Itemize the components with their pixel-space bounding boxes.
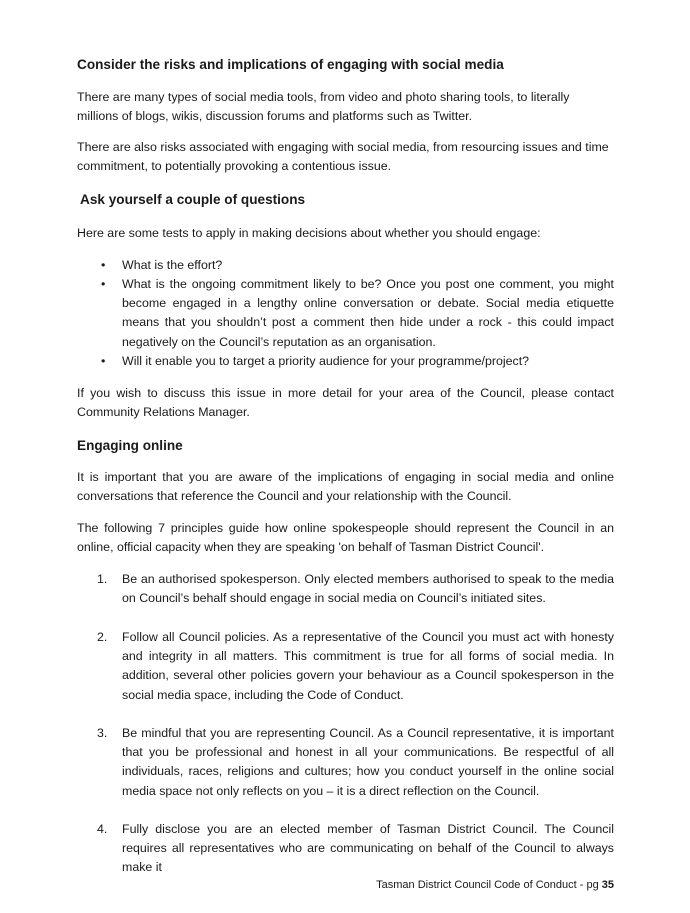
bullet-text: What is the ongoing commitment likely to be? Once you post one comment, you might become engaged in a lengthy online conversation or debate. Social media etiquette means that you shouldn’t post a comment then hide under a rock - this could impact negatively on the Council’s reputation as an organisation. — [122, 277, 614, 349]
principle-number: 2. — [97, 630, 108, 644]
section-heading-questions: Ask yourself a couple of questions — [80, 192, 306, 207]
principle-number: 4. — [97, 822, 108, 836]
bullet-marker: • — [101, 277, 106, 291]
footer-label: Tasman District Council Code of Conduct - pg — [376, 879, 602, 891]
paragraph-risks: There are also risks associated with engaging with social media, from resourcing issues and time commitment, to potentially provoking a contentious issue. — [77, 140, 609, 174]
bullet-marker: • — [101, 354, 106, 368]
paragraph-social-media-tools: There are many types of social media tools, from video and photo sharing tools, to literally millions of blogs, wikis, discussion forums and platforms such as Twitter. — [77, 90, 570, 124]
bullet-text: What is the effort? — [122, 258, 223, 272]
bullet-marker: • — [101, 258, 106, 272]
principle-number: 3. — [97, 726, 108, 740]
section-heading-engaging-online: Engaging online — [77, 438, 183, 453]
principle-text: Follow all Council policies. As a representative of the Council you must act with honesty and integrity in all matters. This commitment is true for all forms of social media. In addition, several other policies govern your behaviour as a Council spokesperson in the social media space, including the Code of Conduct. — [122, 630, 614, 702]
page-number: 35 — [601, 879, 614, 891]
page-footer — [376, 876, 614, 895]
paragraph-implications: It is important that you are aware of the implications of engaging in social media and online conversations that reference the Council and your relationship with the Council. — [77, 470, 614, 504]
paragraph-principles-intro: The following 7 principles guide how online spokespeople should represent the Council in an online, official capacity when they are speaking 'on behalf of Tasman District Council'. — [77, 521, 614, 555]
paragraph-tests: Here are some tests to apply in making decisions about whether you should engage: — [77, 226, 541, 240]
paragraph-contact: If you wish to discuss this issue in more detail for your area of the Council, please contact Community Relations Manager. — [77, 386, 614, 420]
principle-text: Fully disclose you are an elected member of Tasman District Council. The Council requires all representatives who are communicating on behalf of the Council to always make it — [122, 822, 614, 875]
bullet-text: Will it enable you to target a priority audience for your programme/project? — [122, 354, 530, 368]
principle-number: 1. — [97, 572, 108, 586]
principle-text: Be mindful that you are representing Council. As a Council representative, it is important that you be professional and honest in all your communications. Be respectful of all individuals, races, religions and cultures; how you conduct yourself in the online social media space not only reflects on you – it is a direct reflection on the Council. — [122, 726, 614, 798]
section-heading-risks: Consider the risks and implications of engaging with social media — [77, 57, 504, 72]
principle-text: Be an authorised spokesperson. Only elected members authorised to speak to the media on Council’s behalf should engage in social media on Council’s initiated sites. — [122, 572, 614, 606]
